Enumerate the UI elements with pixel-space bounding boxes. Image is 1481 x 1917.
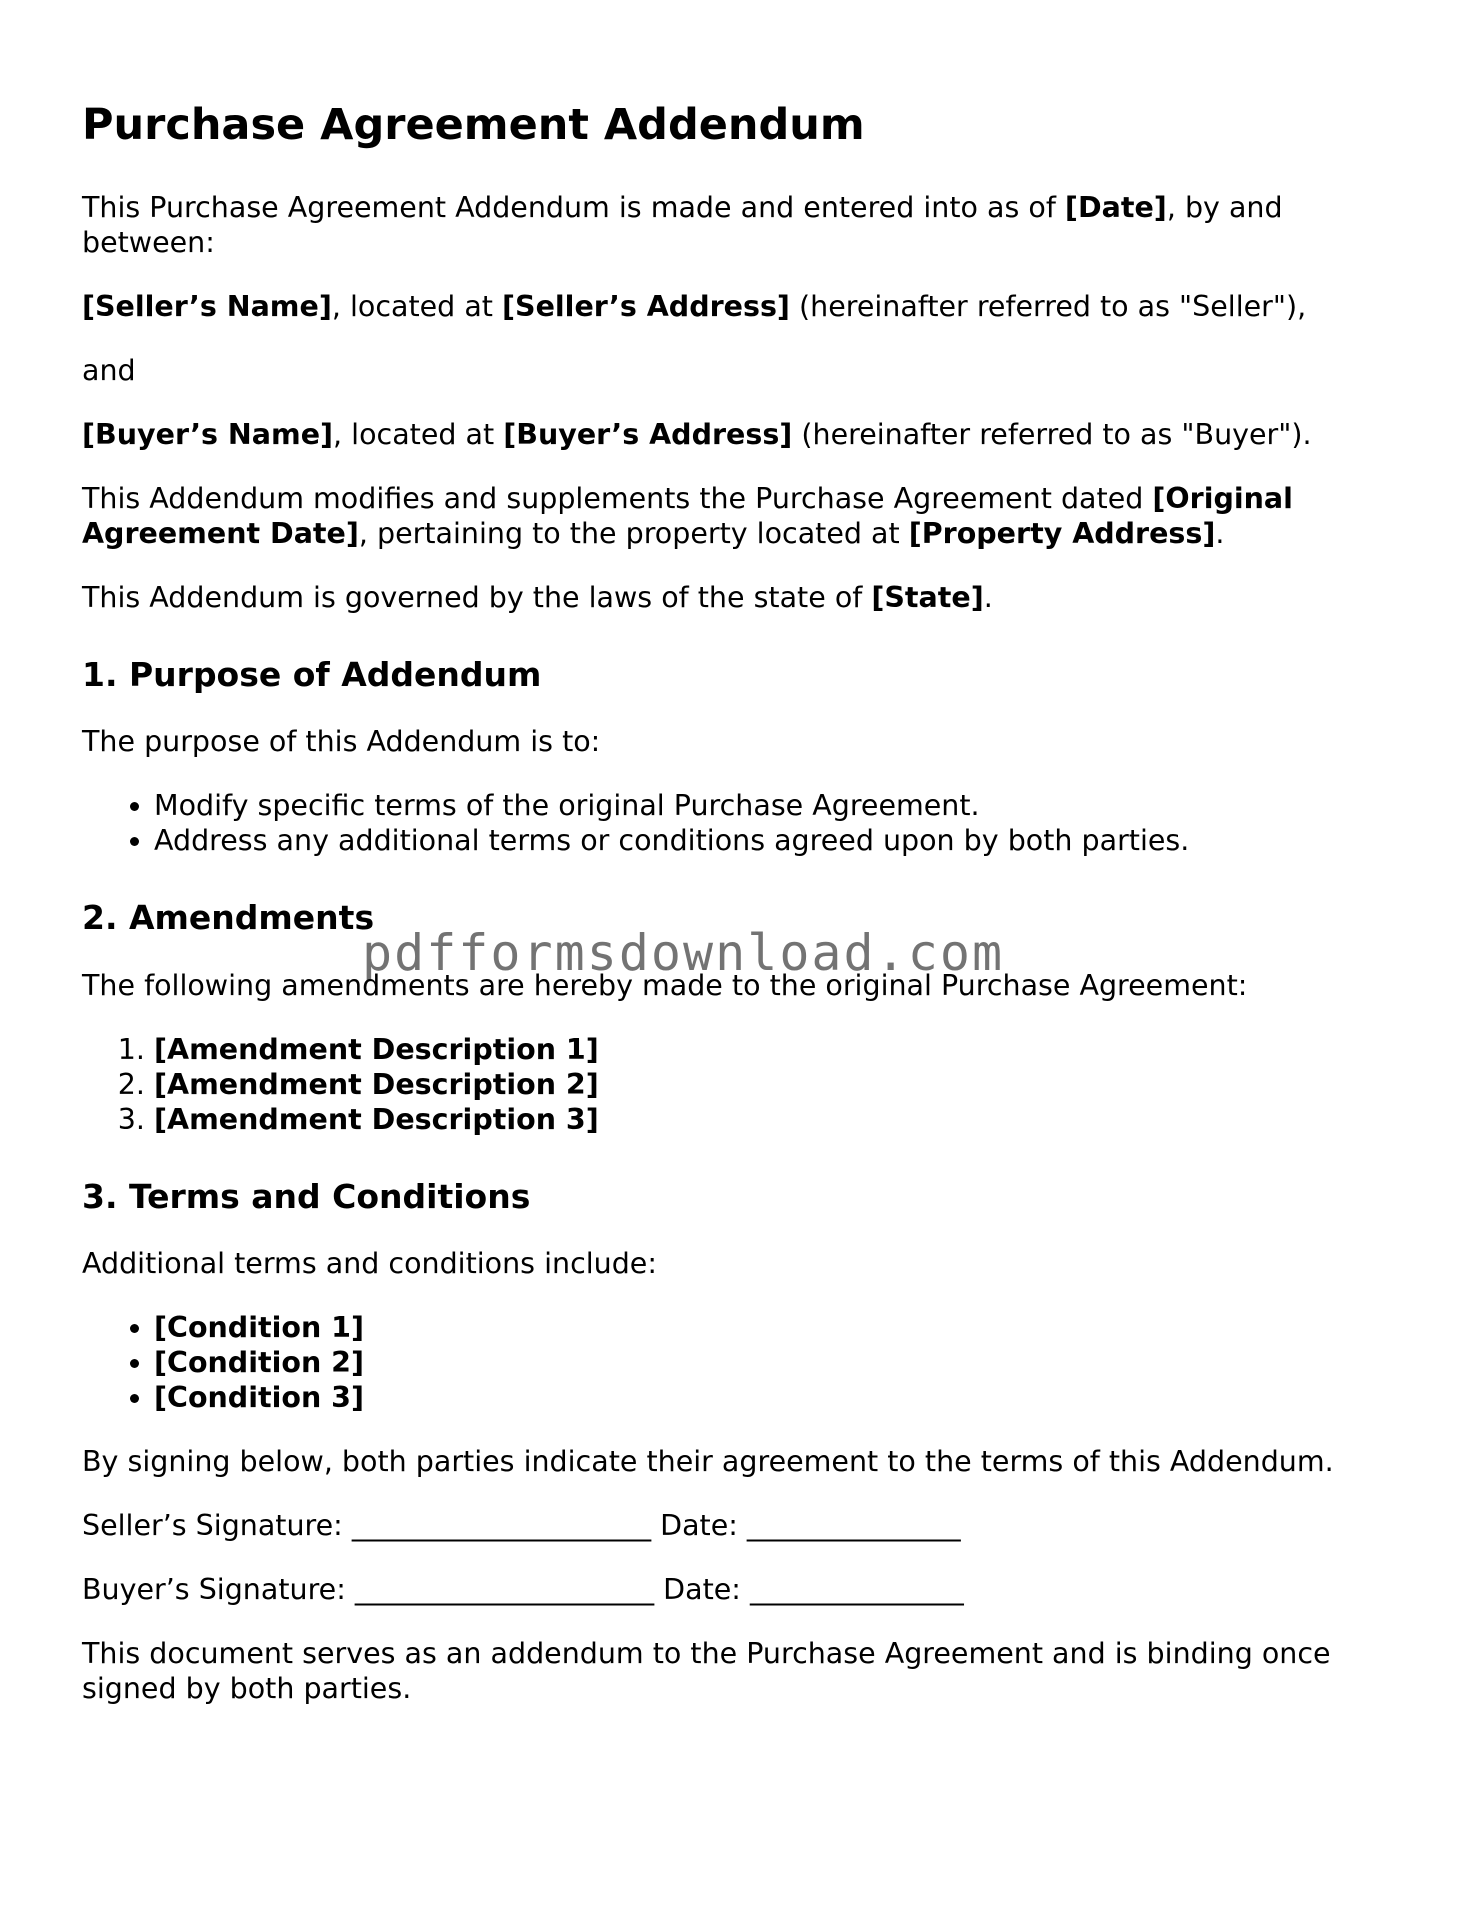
governed-paragraph xyxy=(82,580,1402,615)
list-item: • Modify specific terms of the original Purchase Agreement. xyxy=(154,788,1402,823)
conditions-list xyxy=(82,1310,1402,1415)
intro-text-2: , by and between: xyxy=(82,190,1283,259)
governed-text-end: . xyxy=(983,580,993,614)
list-item xyxy=(154,1310,1402,1345)
property-address-placeholder: [Property Address] xyxy=(908,516,1216,550)
seller-name-placeholder: [Seller’s Name] xyxy=(82,289,332,323)
seller-referred-text: (hereinafter referred to as "Seller"), xyxy=(789,289,1307,323)
date-placeholder: [Date] xyxy=(1064,190,1167,224)
seller-located-text: , located at xyxy=(331,289,503,323)
modifies-text-1: This Addendum modifies and supplements the Purchase Agreement dated xyxy=(82,481,1153,515)
section-heading-amendments: 2. Amendments xyxy=(82,898,375,938)
modifies-text-2: , pertaining to the property located at xyxy=(358,516,909,550)
intro-text-1: This Purchase Agreement Addendum is made and entered into as of xyxy=(82,190,1065,224)
document-title: Purchase Agreement Addendum xyxy=(82,100,865,150)
section-heading-purpose: 1. Purpose of Addendum xyxy=(82,654,542,694)
amendment-placeholder: [Amendment Description 3] xyxy=(154,1102,599,1136)
governed-text: This Addendum is governed by the laws of the state of xyxy=(82,580,872,614)
modifies-text-end: . xyxy=(1215,516,1225,550)
watermark: pdfformsdownload.com xyxy=(362,924,1005,982)
condition-placeholder: [Condition 2] xyxy=(154,1346,365,1380)
purpose-lead: The purpose of this Addendum is to: xyxy=(82,725,601,759)
condition-placeholder: [Condition 1] xyxy=(154,1311,365,1345)
amendments-list xyxy=(82,1032,1402,1137)
list-item xyxy=(154,1345,1402,1380)
amendment-placeholder: [Amendment Description 1] xyxy=(154,1032,599,1066)
seller-signature-line: Seller’s Signature: _____________________ Date: _______________ xyxy=(82,1509,961,1543)
condition-placeholder: [Condition 3] xyxy=(154,1381,365,1415)
list-item: • Address any additional terms or conditions agreed upon by both parties. xyxy=(154,823,1402,858)
seller-paragraph xyxy=(82,289,1402,324)
buyer-referred-text: (hereinafter referred to as "Buyer"). xyxy=(792,417,1312,451)
section-heading-terms: 3. Terms and Conditions xyxy=(82,1176,531,1216)
intro-paragraph xyxy=(82,190,1402,260)
list-item xyxy=(154,1380,1402,1415)
and-paragraph: and xyxy=(82,353,136,387)
buyer-signature-line: Buyer’s Signature: _____________________ Date: _______________ xyxy=(82,1573,964,1607)
document-page xyxy=(82,100,1402,1735)
seller-address-placeholder: [Seller’s Address] xyxy=(502,289,790,323)
purpose-list xyxy=(82,788,1402,858)
list-item xyxy=(154,1102,1402,1137)
buyer-paragraph xyxy=(82,417,1402,452)
buyer-address-placeholder: [Buyer’s Address] xyxy=(503,417,793,451)
signing-statement: By signing below, both parties indicate their agreement to the terms of this Addendum. xyxy=(82,1445,1334,1479)
original-date-placeholder: [Original Agreement Date] xyxy=(82,481,1293,550)
buyer-name-placeholder: [Buyer’s Name] xyxy=(82,417,334,451)
state-placeholder: [State] xyxy=(871,580,984,614)
amendments-lead: The following amendments are hereby made to the original Purchase Agreement: xyxy=(82,968,1248,1002)
terms-lead: Additional terms and conditions include: xyxy=(82,1247,657,1281)
modifies-paragraph xyxy=(82,481,1402,551)
list-item xyxy=(154,1032,1402,1067)
amendment-placeholder: [Amendment Description 2] xyxy=(154,1067,599,1101)
list-item xyxy=(154,1067,1402,1102)
closing-paragraph: This document serves as an addendum to the Purchase Agreement and is binding once signed by both parties. xyxy=(82,1637,1331,1706)
buyer-located-text: , located at xyxy=(333,417,504,451)
